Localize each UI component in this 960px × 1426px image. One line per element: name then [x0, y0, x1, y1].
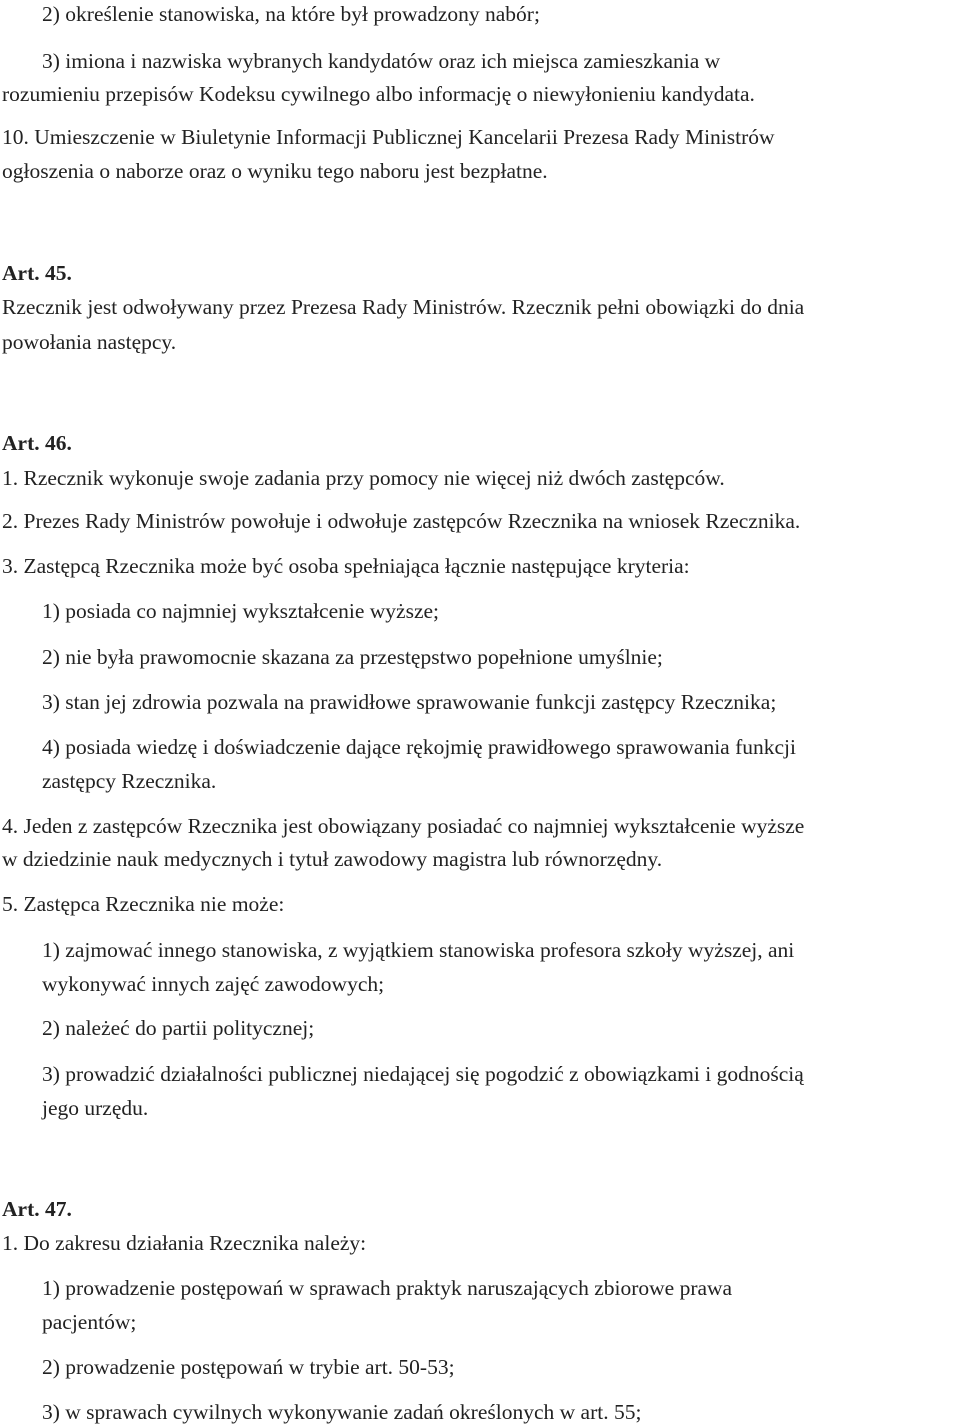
article-heading: Art. 47. [2, 1197, 72, 1221]
text-line: w dziedzinie nauk medycznych i tytuł zawodowy magistra lub równorzędny. [2, 847, 663, 871]
article-heading: Art. 45. [2, 261, 72, 285]
text-line: 4. Jeden z zastępców Rzecznika jest obowiązany posiadać co najmniej wykształcenie wyższe [2, 814, 805, 838]
list-item: jego urzędu. [42, 1096, 149, 1120]
list-item: 2) należeć do partii politycznej; [42, 1016, 315, 1040]
list-item: 3) stan jej zdrowia pozwala na prawidłowe sprawowanie funkcji zastępcy Rzecznika; [42, 690, 777, 714]
text-line: 3. Zastępcą Rzecznika może być osoba spełniająca łącznie następujące kryteria: [2, 554, 690, 578]
list-item: 4) posiada wiedzę i doświadczenie dające rękojmię prawidłowego sprawowania funkcji [42, 735, 797, 759]
list-item: wykonywać innych zajęć zawodowych; [42, 972, 385, 996]
list-item: 1) posiada co najmniej wykształcenie wyższe; [42, 599, 440, 623]
text-line: 3) imiona i nazwiska wybranych kandydatów oraz ich miejsca zamieszkania w [42, 49, 721, 73]
text-line: 1. Rzecznik wykonuje swoje zadania przy pomocy nie więcej niż dwóch zastępców. [2, 466, 725, 490]
list-item: 3) prowadzić działalności publicznej niedającej się pogodzić z obowiązkami i godnością [42, 1062, 804, 1086]
list-item: 1) zajmować innego stanowiska, z wyjątkiem stanowiska profesora szkoły wyższej, ani [42, 938, 795, 962]
list-item: zastępcy Rzecznika. [42, 769, 217, 793]
text-line: ogłoszenia o naborze oraz o wyniku tego naboru jest bezpłatne. [2, 159, 548, 183]
list-item: 2) nie była prawomocnie skazana za przestępstwo popełnione umyślnie; [42, 645, 663, 669]
list-item: 1) prowadzenie postępowań w sprawach praktyk naruszających zbiorowe prawa [42, 1276, 733, 1300]
list-item: 3) w sprawach cywilnych wykonywanie zadań określonych w art. 55; [42, 1400, 642, 1424]
text-line: rozumieniu przepisów Kodeksu cywilnego albo informację o niewyłonieniu kandydata. [2, 82, 755, 106]
text-line: 1. Do zakresu działania Rzecznika należy: [2, 1231, 367, 1255]
list-item: 2) prowadzenie postępowań w trybie art. 50-53; [42, 1355, 455, 1379]
text-line: Rzecznik jest odwoływany przez Prezesa Rady Ministrów. Rzecznik pełni obowiązki do dnia [2, 295, 805, 319]
list-item: pacjentów; [42, 1310, 137, 1334]
text-line: 2. Prezes Rady Ministrów powołuje i odwołuje zastępców Rzecznika na wniosek Rzecznika. [2, 509, 801, 533]
text-line: 5. Zastępca Rzecznika nie może: [2, 892, 285, 916]
text-line: 2) określenie stanowiska, na które był prowadzony nabór; [42, 2, 540, 26]
text-line: powołania następcy. [2, 330, 177, 354]
text-line: 10. Umieszczenie w Biuletynie Informacji Publicznej Kancelarii Prezesa Rady Ministrów [2, 125, 775, 149]
article-heading: Art. 46. [2, 431, 72, 455]
